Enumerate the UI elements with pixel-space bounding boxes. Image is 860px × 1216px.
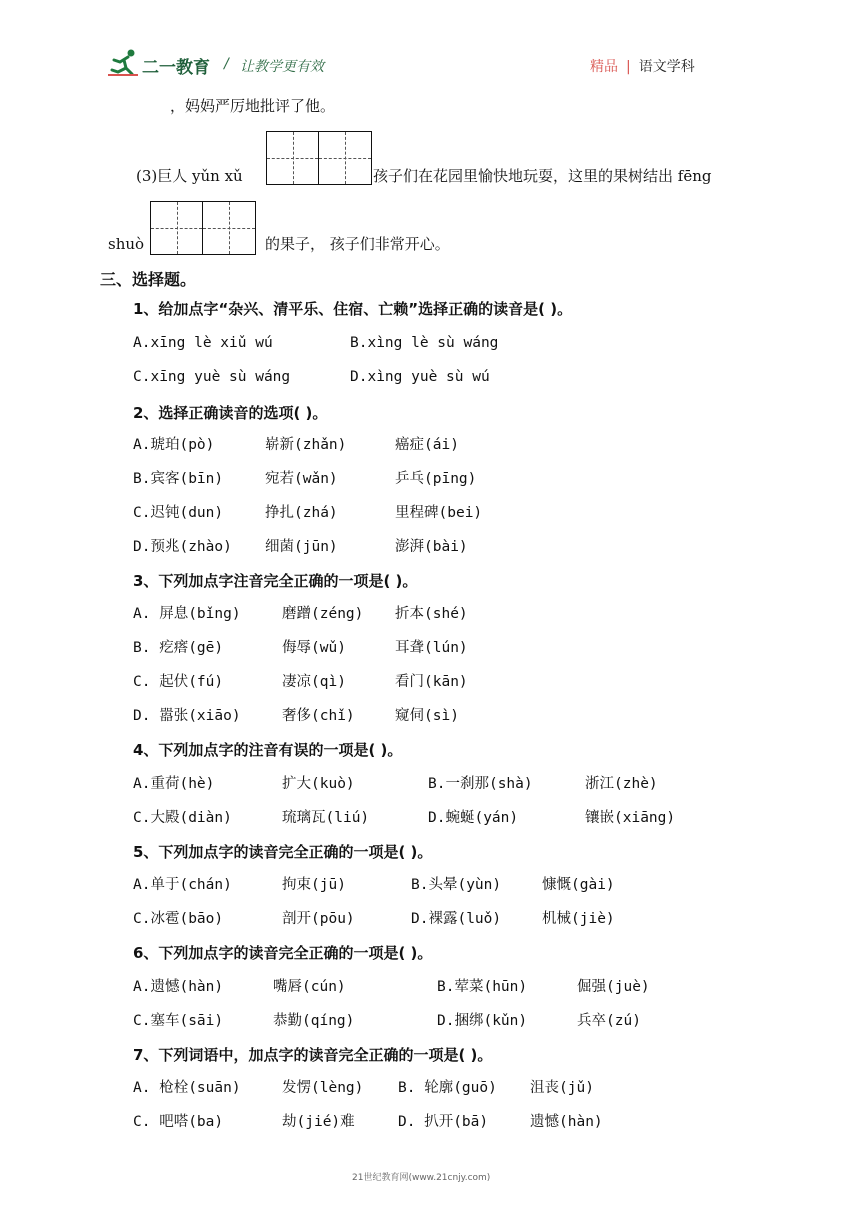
header-right — [590, 56, 695, 76]
option-cell: 细菌(jūn) — [265, 539, 338, 555]
tian-grid-fengshuo[interactable] — [150, 201, 256, 255]
quality-tag: 精品 — [590, 59, 618, 75]
option-cell: 琉璃瓦(liú) — [282, 810, 370, 826]
option-cell: 沮丧(jǔ) — [530, 1080, 594, 1096]
option-cell: 劫(jié)难 — [282, 1114, 355, 1130]
option-cell: 嘴唇(cún) — [273, 979, 346, 995]
section-title: 三、选择题。 — [100, 270, 197, 289]
tian-grid-yunxu[interactable] — [266, 131, 372, 185]
option-cell: 拘束(jū) — [282, 877, 346, 893]
option-cell[interactable]: B. 疙瘩(gē) — [133, 640, 224, 656]
tian-cell[interactable] — [151, 202, 203, 254]
slogan: 让教学更有效 — [240, 59, 324, 75]
slogan-separator: / — [224, 56, 229, 72]
option-cell[interactable]: C. 吧嗒(ba) — [133, 1114, 224, 1130]
option-cell: 剖开(pōu) — [282, 911, 355, 927]
option-cell: 恭勤(qíng) — [273, 1013, 355, 1029]
question-stem: 3、下列加点字注音完全正确的一项是( )。 — [133, 572, 418, 590]
option-cell[interactable]: B.头晕(yùn) — [411, 877, 502, 893]
page-footer: 21世纪教育网(www.21cnjy.com) — [352, 1173, 491, 1183]
option-cell: 里程碑(bei) — [395, 505, 483, 521]
option-cell[interactable]: B.一刹那(shà) — [428, 776, 533, 792]
q3-line2-prefix: shuò — [108, 235, 145, 253]
option-cell: 崭新(zhǎn) — [265, 437, 347, 453]
option-cell: 折本(shé) — [395, 606, 468, 622]
question-stem: 1、给加点字“杂兴、清平乐、住宿、亡赖”选择正确的读音是( )。 — [133, 300, 573, 318]
question-stem: 5、下列加点字的读音完全正确的一项是( )。 — [133, 843, 433, 861]
q3-line2-suffix: 的果子， 孩子们非常开心。 — [265, 235, 450, 253]
question-stem: 7、下列词语中，加点字的读音完全正确的一项是( )。 — [133, 1046, 493, 1064]
option-cell: 窥伺(sì) — [395, 708, 459, 724]
option-cell: 凄凉(qì) — [282, 674, 346, 690]
intro-line: ，妈妈严厉地批评了他。 — [170, 97, 336, 115]
option-cell: 奢侈(chǐ) — [282, 708, 355, 724]
question-stem: 4、下列加点字的注音有误的一项是( )。 — [133, 741, 403, 759]
option-cell: 宛若(wǎn) — [265, 471, 338, 487]
option-cell[interactable]: A. 屏息(bǐng) — [133, 606, 241, 622]
option-cell: 耳聋(lún) — [395, 640, 468, 656]
option-cell: 慷慨(gài) — [542, 877, 615, 893]
option-cell: 兵卒(zú) — [577, 1013, 641, 1029]
option-cell[interactable]: D.预兆(zhào) — [133, 539, 232, 555]
option-cell[interactable]: A.琥珀(pò) — [133, 437, 215, 453]
option-cell[interactable]: C.迟钝(dun) — [133, 505, 224, 521]
option-cell[interactable]: D. 扒开(bā) — [398, 1114, 489, 1130]
option-cell[interactable]: A.遗憾(hàn) — [133, 979, 224, 995]
tian-cell[interactable] — [203, 202, 255, 254]
option-c[interactable]: C.xīng yuè sù wáng — [133, 369, 291, 385]
option-d[interactable]: D.xìng yuè sù wú — [350, 369, 490, 385]
option-cell[interactable]: C.大殿(diàn) — [133, 810, 232, 826]
option-cell: 镶嵌(xiāng) — [585, 810, 676, 826]
option-cell: 遗憾(hàn) — [530, 1114, 603, 1130]
logo-text: 二一教育 — [142, 58, 210, 78]
option-cell: 机械(jiè) — [542, 911, 615, 927]
option-cell: 发愣(lèng) — [282, 1080, 364, 1096]
option-cell: 倔强(juè) — [577, 979, 650, 995]
option-cell[interactable]: A.重荷(hè) — [133, 776, 215, 792]
option-cell: 磨蹭(zéng) — [282, 606, 364, 622]
running-man-logo-icon — [106, 48, 140, 78]
option-cell[interactable]: B.宾客(bīn) — [133, 471, 224, 487]
option-cell[interactable]: D.捆绑(kǔn) — [437, 1013, 528, 1029]
option-cell[interactable]: C. 起伏(fú) — [133, 674, 224, 690]
q3-prefix: (3)巨人 yǔn xǔ — [136, 167, 243, 185]
question-stem: 2、选择正确读音的选项( )。 — [133, 404, 328, 422]
option-cell: 癌症(ái) — [395, 437, 459, 453]
question-stem: 6、下列加点字的读音完全正确的一项是( )。 — [133, 944, 433, 962]
tian-cell[interactable] — [267, 132, 319, 184]
option-a[interactable]: A.xīng lè xiǔ wú — [133, 335, 273, 351]
option-cell: 扩大(kuò) — [282, 776, 355, 792]
subject-label: 语文学科 — [638, 59, 695, 75]
tian-cell[interactable] — [319, 132, 371, 184]
option-cell: 浙江(zhè) — [585, 776, 658, 792]
option-cell[interactable]: A. 枪栓(suān) — [133, 1080, 241, 1096]
option-cell[interactable]: D. 嚣张(xiāo) — [133, 708, 241, 724]
header-divider: | — [626, 59, 631, 75]
option-cell[interactable]: B.荤菜(hūn) — [437, 979, 528, 995]
option-b[interactable]: B.xìng lè sù wáng — [350, 335, 499, 351]
option-cell[interactable]: C.冰雹(bāo) — [133, 911, 224, 927]
option-cell: 看门(kān) — [395, 674, 468, 690]
option-cell: 澎湃(bài) — [395, 539, 468, 555]
option-cell[interactable]: C.塞车(sāi) — [133, 1013, 224, 1029]
option-cell[interactable]: B. 轮廓(guō) — [398, 1080, 497, 1096]
option-cell[interactable]: A.单于(chán) — [133, 877, 232, 893]
option-cell: 侮辱(wǔ) — [282, 640, 346, 656]
q3-middle: 孩子们在花园里愉快地玩耍，这里的果树结出 fēng — [373, 167, 712, 185]
option-cell: 挣扎(zhá) — [265, 505, 338, 521]
option-cell: 乒乓(pīng) — [395, 471, 477, 487]
option-cell[interactable]: D.蜿蜒(yán) — [428, 810, 519, 826]
option-cell[interactable]: D.裸露(luǒ) — [411, 911, 502, 927]
